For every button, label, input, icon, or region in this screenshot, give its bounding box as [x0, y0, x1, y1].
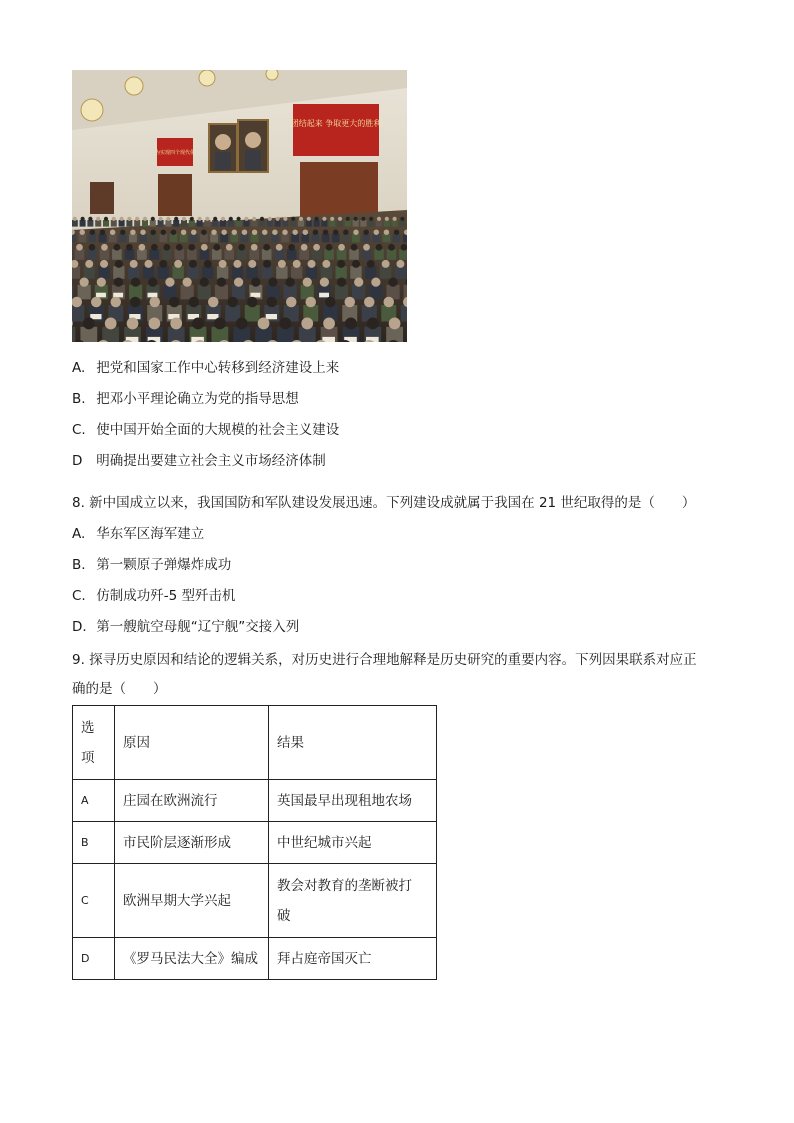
- option-letter: B.: [72, 557, 86, 573]
- banner-right-text: 团结起来 争取更大的胜利: [290, 119, 382, 128]
- option-text: 把党和国家工作中心转移到经济建设上来: [96, 360, 340, 376]
- table-row: [73, 822, 437, 864]
- q7-option-c[interactable]: [72, 420, 339, 440]
- option-text: 华东军区海军建立: [96, 526, 205, 542]
- q8-option-c[interactable]: [72, 586, 236, 606]
- row-option-cell: B: [73, 822, 115, 864]
- option-text: 仿制成功歼-5 型歼击机: [96, 588, 236, 604]
- option-text: 第一艘航空母舰“辽宁舰”交接入列: [96, 619, 300, 635]
- banner-left-text: 为实现四个现代化: [154, 150, 196, 156]
- table-header-row: [73, 706, 437, 780]
- option-letter: C.: [72, 588, 86, 604]
- q7-option-a[interactable]: [72, 358, 339, 378]
- option-letter: D: [72, 453, 83, 469]
- row-cause-cell: 市民阶层逐渐形成: [115, 822, 269, 864]
- q8-option-b[interactable]: [72, 555, 231, 575]
- row-cause-cell: 《罗马民法大全》编成: [115, 938, 269, 980]
- header-result-cell: 结果: [269, 706, 437, 780]
- option-letter: A.: [72, 360, 86, 376]
- row-result-line2: 破: [277, 907, 291, 924]
- header-option-cell: [73, 706, 115, 780]
- row-option-cell: D: [73, 938, 115, 980]
- q7-option-b[interactable]: [72, 389, 299, 409]
- row-cause-cell: 欧洲早期大学兴起: [115, 864, 269, 938]
- q8-stem: 8. 新中国成立以来，我国国防和军队建设发展迅速。下列建设成就属于我国在 21 世纪取得的是（ ）: [72, 495, 696, 511]
- table-row: [73, 864, 437, 938]
- option-text: 明确提出要建立社会主义市场经济体制: [96, 453, 326, 469]
- q9-table: [72, 705, 437, 980]
- row-result-line1: 教会对教育的垄断被打: [277, 877, 412, 894]
- header-option-line2: 项: [81, 749, 95, 766]
- row-cause-cell: 庄园在欧洲流行: [115, 780, 269, 822]
- row-result-cell: 拜占庭帝国灭亡: [269, 938, 437, 980]
- q8-option-a[interactable]: [72, 524, 204, 544]
- q7-option-d[interactable]: [72, 451, 326, 471]
- q9-stem-line2: 确的是（ ）: [72, 681, 167, 697]
- table-row: [73, 780, 437, 822]
- option-letter: B.: [72, 391, 86, 407]
- header-option-line1: 选: [81, 719, 95, 736]
- row-option-cell: A: [73, 780, 115, 822]
- row-option-cell: C: [73, 864, 115, 938]
- option-letter: A.: [72, 526, 86, 542]
- option-text: 把邓小平理论确立为党的指导思想: [96, 391, 299, 407]
- option-letter: C.: [72, 422, 86, 438]
- option-text: 使中国开始全面的大规模的社会主义建设: [96, 422, 340, 438]
- option-text: 第一颗原子弹爆炸成功: [96, 557, 232, 573]
- banner-right: [293, 104, 379, 156]
- header-cause-cell: 原因: [115, 706, 269, 780]
- q8-option-d[interactable]: [72, 617, 299, 637]
- option-letter: D.: [72, 619, 87, 635]
- row-result-cell: 中世纪城市兴起: [269, 822, 437, 864]
- q9-stem-line1: 9. 探寻历史原因和结论的逻辑关系，对历史进行合理地解释是历史研究的重要内容。下列因果联系对应正: [72, 652, 697, 668]
- meeting-hall-photo: [72, 70, 407, 342]
- row-result-cell: [269, 864, 437, 938]
- table-row: [73, 938, 437, 980]
- row-result-cell: 英国最早出现租地农场: [269, 780, 437, 822]
